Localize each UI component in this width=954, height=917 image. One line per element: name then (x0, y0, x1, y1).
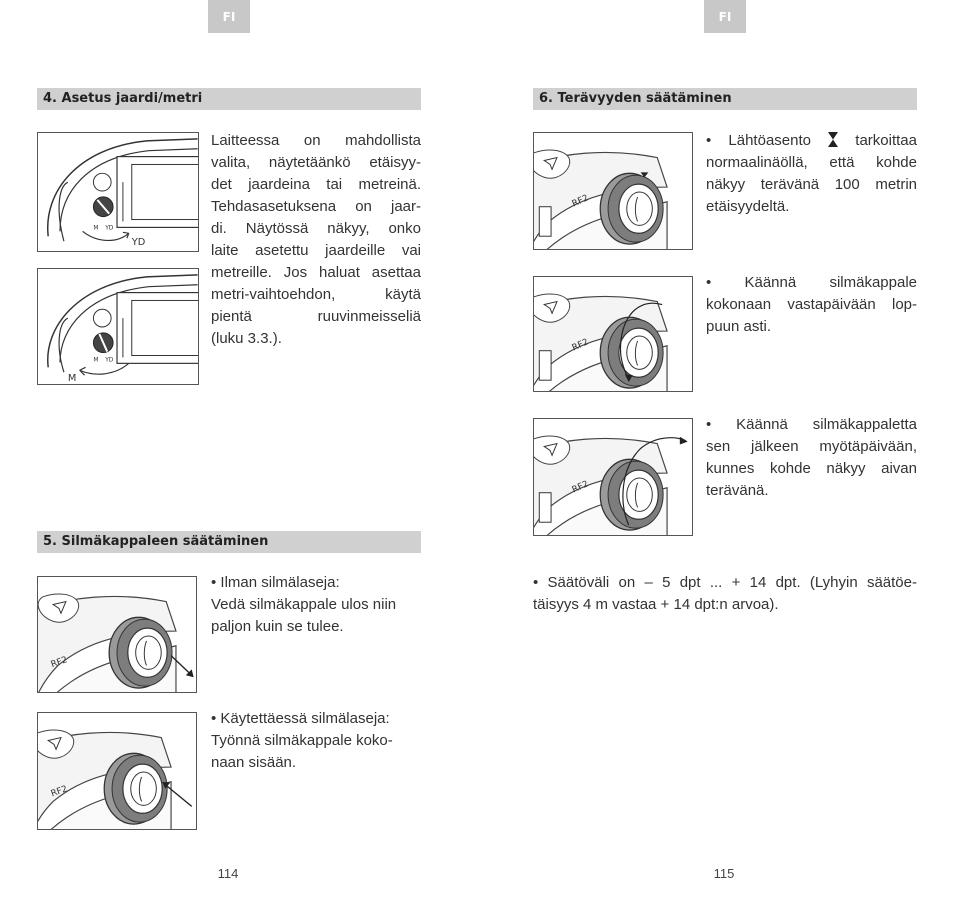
section-heading: 4. Asetus jaardi/metri (37, 88, 421, 110)
svg-text:M: M (93, 357, 99, 364)
focus-start-figure (533, 132, 693, 250)
svg-text:RF2: RF2 (570, 193, 591, 210)
svg-text:YD: YD (131, 237, 146, 249)
svg-text:RF2: RF2 (570, 479, 591, 496)
svg-text:RF2: RF2 (49, 784, 69, 800)
eyepiece-push-figure (37, 712, 197, 830)
eyepiece-pull-figure (37, 576, 197, 693)
svg-text:M: M (67, 373, 77, 384)
adjustment-range-note: • Säätöväli on – 5 dpt ... + 14 dpt. (Lyhyin säätöe- täisyys 4 m vastaa + 14 dpt:n arvoa). (533, 574, 917, 613)
section6-item2: • Käännä silmäkappale kokonaan vastapäivään lop- puun asti. (706, 274, 917, 335)
language-tab: FI (704, 0, 746, 33)
section6-item3: • Käännä silmäkappaletta sen jälkeen myötäpäivään, kunnes kohde näkyy aivan terävänä. (706, 416, 917, 499)
unit-switch-figure-m (37, 268, 199, 385)
svg-text:RF2: RF2 (570, 337, 591, 354)
focus-cw-figure (533, 418, 693, 536)
section6-item1: • Lähtöasento tarkoittaa normaalinäöllä, että kohde näkyy terävänä 100 metrin etäisyydeltä. (706, 132, 917, 215)
page-number: 115 (713, 866, 735, 881)
svg-text:YD: YD (105, 225, 114, 232)
hourglass-icon (828, 132, 838, 147)
unit-switch-figure-yd (37, 132, 199, 252)
section5-item2: • Käytettäessä silmälaseja: Työnnä silmäkappale koko- naan sisään. (211, 710, 393, 771)
page-number: 114 (217, 866, 239, 881)
svg-text:YD: YD (105, 357, 114, 364)
svg-text:M: M (93, 225, 99, 232)
focus-ccw-figure (533, 276, 693, 392)
svg-text:RF2: RF2 (49, 655, 69, 671)
section-heading: 5. Silmäkappaleen säätäminen (37, 531, 421, 553)
section5-item1: • Ilman silmälaseja: Vedä silmäkappale ulos niin paljon kuin se tulee. (211, 574, 397, 635)
language-tab: FI (208, 0, 250, 33)
section-heading: 6. Terävyyden säätäminen (533, 88, 917, 110)
section4-body: Laitteessa on mahdollista valita, näytetäänkö etäisyy- det jaardeina tai metreinä. Tehdasasetuksena on jaar- di. Näytössä näkyy, onko laite asetettu jaardeille vai metreille. Jos haluat asettaa metri-vaihtoehdon, käytä pientä ruuvinmeisseliä (luku 3.3.). (211, 132, 421, 347)
